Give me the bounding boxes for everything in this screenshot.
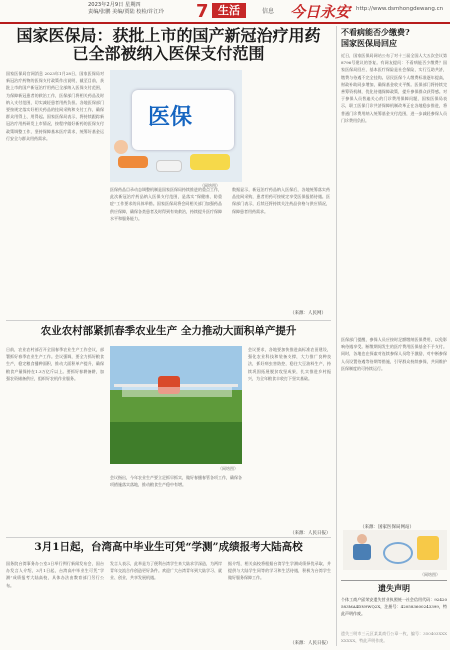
- tablet-round-icon: [114, 140, 128, 154]
- divider: [6, 320, 331, 321]
- agri-body-col2: 会议指出，今年农业生产要立足抓早抓实，做好春播春管各项工作，确保各项措施落实落地，推动粮食生产稳中有增。: [110, 475, 242, 488]
- medical-body-col1: 国家医保局官网消息 2023年1月28日，国家医保局对新冠治疗药物的医保支付政策作出说明，截至目前，获批上市的国产新冠治疗用药已全部纳入医保支付范围，为保障新冠患者的救治工作，医保部门将相关药品及时纳入支付范围，切实减轻患者用药负担。各地医保部门要按规定落实好相关药品的挂网采购和支付工作，确保群众用得上、用得起。国家医保局表示，将持续跟踪新冠治疗用药研发上市情况，按程序做好新药的医保支付政策调整工作，坚持保障基本医疗需求，统筹好基金运行安全与群众用药需求。: [6, 71, 104, 141]
- column-divider: [336, 26, 337, 646]
- rare-body-bottom: 医保部门提醒，参保人员应按时足额缴纳医保费用，以免影响待遇享受。断缴期间发生的医疗费用医保基金不予支付。同时，各地也在探索对连续参保人员给予激励，对中断参保人员设置待遇等待期等措施，引导群众持续参保，共同维护医保制度的可持续运行。: [341, 337, 447, 371]
- notice-body-dim: 遗失三明市三元区某某商行公章一枚，编号：350403XXXXXXXX，特此声明作废。: [341, 631, 447, 644]
- taiwan-body-col1: 国务院台湾事务办公室3日举行例行新闻发布会，国台办发言人介绍，3月1日起，台湾高中毕业生可凭“学测”成绩报考大陆高校，具体办法由教育部门另行公布。: [6, 561, 104, 588]
- wheelchair-icon: [383, 542, 413, 564]
- taiwan-byline: （来源：人民日报）: [290, 641, 331, 646]
- agri-photo-credit: （网络图）: [218, 466, 238, 471]
- rare-byline: （来源：国家医保局网站）: [360, 525, 414, 530]
- medical-photo: [110, 70, 242, 182]
- agri-title: 农业农村部紧抓春季农业生产 全力推动大面积单产提升: [40, 325, 297, 337]
- agri-photo: [110, 346, 242, 464]
- medical-body-col3: 数据显示，新冠治疗药品纳入医保后，各地统筹落实药品挂网采购，患者用药可按规定享受医保报销待遇。医保部门表示，后续还将持续关注药品价格与供应情况，保障患者用药需求。: [232, 187, 330, 214]
- notice-rule: [341, 580, 447, 581]
- insurance-card-label: 医保: [148, 105, 193, 130]
- tablet-icon: [156, 160, 182, 172]
- taiwan-title: 3月1日起，台湾高中毕业生可凭“学测”成绩报考大陆高校: [34, 541, 303, 553]
- notice-title: 遗失声明: [378, 583, 410, 593]
- section-sub-label: 信息: [262, 8, 275, 15]
- medical-photo-credit: （网络图）: [200, 183, 220, 188]
- divider: [6, 537, 331, 538]
- field-dark: [110, 422, 242, 464]
- document-icon: [417, 536, 439, 560]
- page-number: 7: [196, 1, 209, 22]
- rare-title: 不看病能否少缴费? 国家医保局回应: [341, 27, 410, 48]
- section-label: 生活: [212, 3, 246, 18]
- rare-body-top: 近日，国家医保局网站公布了对十三届全国人大五次会议第8796号建议的答复。有网友提问：不看病能否少缴费？国家医保局回应，基本医疗保险是社会保险，实行互助共济，缴费与待遇不完全挂钩。居民医保个人缴费标准逐年提高，财政补助同步增加，确保基金收支平衡。医保部门将持续完善筹资机制，优化待遇保障政策，提升参保群众获得感。对于参保人员普遍关心的门诊费用保障问题，国家医保局表示，职工医保门诊共济保障机制改革正在各地稳步推进，将普通门诊费用纳入统筹基金支付范围，进一步减轻参保人员门诊费用负担。: [341, 53, 447, 123]
- rare-photo-credit: （网络图）: [420, 572, 440, 577]
- date-line: 2023年2月9日 星期四 责编/张鹏 美编/贾陆 校检/许江玲: [88, 2, 164, 15]
- medical-title: 国家医保局：获批上市的国产新冠治疗用药 已全部被纳入医保支付范围: [16, 26, 321, 64]
- capsule-icon: [190, 154, 230, 170]
- notice-body: 个体工商户邱荣安遗失营业执照统一社会信用代码：92420583MA4DN9WQ2X，注册号：420583600243399，特此声明作废。: [341, 597, 447, 617]
- masthead: [0, 0, 450, 24]
- spray-mist: [122, 387, 232, 397]
- medical-body-col2: 医保药品目录动态调整机制是国家医保局持续推进的重点工作，此次新冠治疗药品纳入医保支付范围，是落实“保健康、防重症”工作要求的具体举措。国家医保局将会同相关部门加强药品供应保障，确保各类患者及时得到有效救治，持续提升医疗保障水平和服务能力。: [110, 187, 222, 221]
- medical-byline: （来源：人民网）: [290, 311, 326, 316]
- person-head-icon: [357, 534, 367, 544]
- taiwan-body-col3: 据介绍，相关高校将根据台湾学生学测成绩择优录取，并提供与大陆学生同等的学习和生活待遇，积极为台湾学生做好服务保障工作。: [228, 561, 331, 581]
- agri-byline: （来源：人民日报）: [290, 531, 331, 536]
- website-url: http://www.dsmhongdewang.cn: [356, 6, 444, 12]
- paper-logo: 今日永安: [290, 3, 351, 21]
- person-icon: [353, 544, 371, 560]
- taiwan-body-col2: 发言人表示，此举是为了便利台湾学生来大陆求学深造，为两岸青年交流合作创造更好条件。欢迎广大台湾青年到大陆学习、就业、创业，共享发展机遇。: [110, 561, 222, 581]
- rare-illustration: [343, 530, 447, 570]
- pill-icon: [118, 156, 148, 168]
- agri-body-col1: 日前，农业农村部召开全国春季农业生产工作会议，部署抓好春季农业生产工作。会议强调，要全力抓好粮食生产，稳定粮食播种面积，推动大面积单产提升，确保粮食产量保持在1.3万亿斤以上。要抓好春耕备耕，加强农资储备供应，组织好农机作业服务。: [6, 347, 104, 381]
- agri-body-col3: 会议要求，各地要加快推进高标准农田建设，强化农业科技和装备支撑，大力推广良种良法，抓好病虫害防控，稳住大豆油料生产，持续巩固拓展脱贫攻坚成果，扎实推进乡村振兴，为全年粮食丰收打下坚实基础。: [248, 347, 331, 381]
